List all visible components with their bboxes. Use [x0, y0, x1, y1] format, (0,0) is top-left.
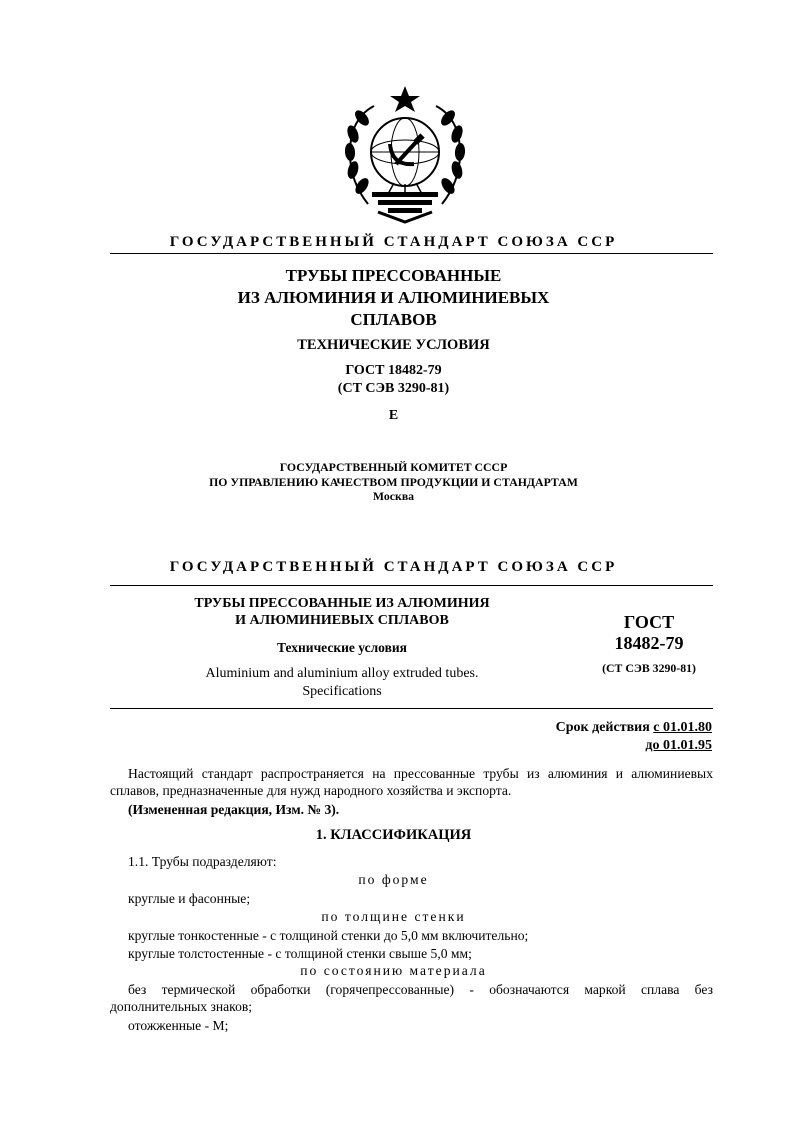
cover-gost [0, 362, 787, 398]
cover-heading: ГОСУДАРСТВЕННЫЙ СТАНДАРТ СОЮЗА ССР [169, 234, 618, 250]
state-item-annealed: отожженные - М; [128, 1018, 229, 1033]
header-bottom-rule [110, 708, 713, 709]
gost-number: 18482-79 [614, 633, 684, 653]
standard-heading-rule [110, 585, 713, 586]
english-title-line: Specifications [302, 684, 382, 699]
cover-title-line: ТРУБЫ ПРЕССОВАННЫЕ [285, 266, 502, 285]
committee [0, 460, 787, 504]
wall-item-thick: круглые толстостенные - с толщиной стенки свыше 5,0 мм; [128, 946, 472, 961]
standard-heading: ГОСУДАРСТВЕННЫЙ СТАНДАРТ СОЮЗА ССР [169, 559, 618, 575]
cover-title-line: ИЗ АЛЮМИНИЯ И АЛЮМИНИЕВЫХ [237, 288, 550, 307]
standard-title-line: И АЛЮМИНИЕВЫХ СПЛАВОВ [235, 613, 449, 628]
standard-title-line: ТРУБЫ ПРЕССОВАННЫЕ ИЗ АЛЮМИНИЯ [194, 596, 490, 611]
validity-label: Срок действия [555, 720, 650, 735]
cover-subtitle: ТЕХНИЧЕСКИЕ УСЛОВИЯ [297, 337, 490, 353]
ussr-emblem [338, 84, 472, 224]
subheading-by-wall: по толщине стенки [321, 909, 466, 924]
subheading-by-state: по состоянию материала [300, 963, 487, 978]
wall-item-thin: круглые тонкостенные - с толщиной стенки до 5,0 мм включительно; [128, 928, 529, 943]
state-item-untreated: без термической обработки (горячепрессованные) - обозначаются маркой сплава без дополнительных знаков; [110, 982, 713, 1014]
committee-line: ГОСУДАРСТВЕННЫЙ КОМИТЕТ СССР [279, 460, 508, 474]
gost-box [574, 612, 724, 654]
validity [556, 719, 712, 755]
cover-group-letter: Е [388, 408, 399, 423]
intro-paragraph: Настоящий стандарт распространяется на прессованные трубы из алюминия и алюминиевых сплавов, предназначенные для нужд народного хозяйства и экспорта. [110, 766, 713, 798]
cover-gost-number: ГОСТ 18482-79 [345, 363, 442, 378]
cover-title [0, 265, 787, 331]
standard-title [110, 595, 574, 629]
english-title-line: Aluminium and aluminium alloy extruded tubes. [205, 666, 479, 681]
subheading-by-shape: по форме [358, 872, 429, 887]
cover-st-sev: (СТ СЭВ 3290-81) [337, 381, 450, 396]
committee-line: ПО УПРАВЛЕНИЮ КАЧЕСТВОМ ПРОДУКЦИИ И СТАНДАРТАМ [209, 474, 578, 489]
validity-to: до 01.01.95 [645, 738, 712, 753]
amendment-note: (Измененная редакция, Изм. № 3). [128, 802, 340, 817]
section-title: 1. КЛАССИФИКАЦИЯ [315, 827, 472, 843]
english-title [110, 665, 574, 701]
committee-city: Москва [372, 489, 415, 503]
shape-item: круглые и фасонные; [128, 891, 251, 906]
standard-subtitle: Технические условия [277, 640, 407, 655]
validity-from: с 01.01.80 [653, 720, 712, 735]
cover-title-line: СПЛАВОВ [350, 310, 437, 329]
cover-heading-rule [110, 253, 713, 254]
gost-label: ГОСТ [623, 612, 675, 632]
header-st-sev: (СТ СЭВ 3290-81) [602, 661, 696, 675]
paragraph-1-1: 1.1. Трубы подразделяют: [128, 854, 277, 869]
